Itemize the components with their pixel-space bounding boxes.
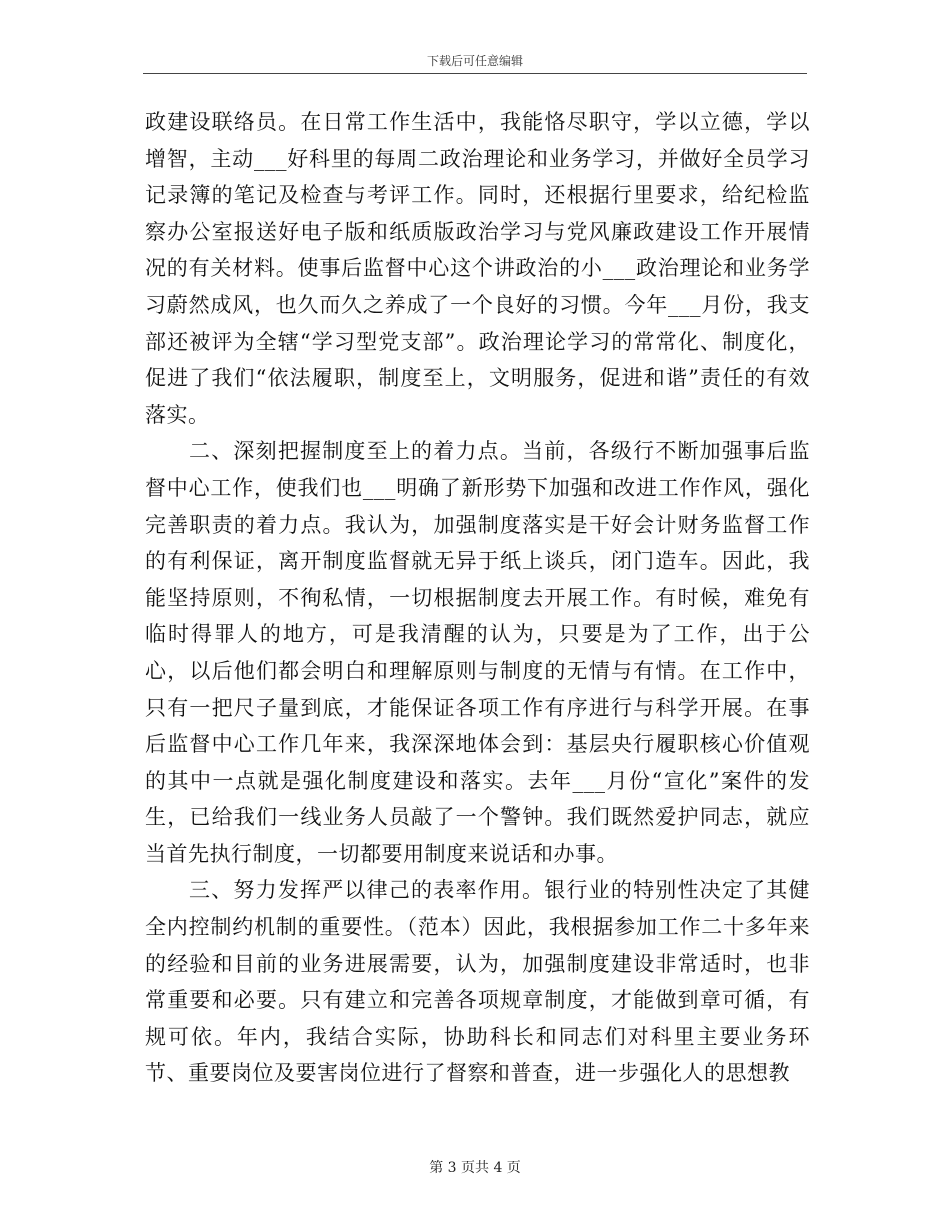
header-divider xyxy=(143,73,807,74)
page-header: 下载后可任意编辑 xyxy=(426,54,523,68)
paragraph-section-three: 三、努力发挥严以律己的表率作用。银行业的特别性决定了其健全内控制约机制的重要性。（范本）因此，我根据参加工作二十多年来的经验和目前的业务进展需要，认为，加强制度建设非常适时，也非常重要和必要。只有建立和完善各项规章制度，才能做到章可循，有规可依。年内，我结合实际，协助科长和同志们对科里主要业务环节、重要岗位及要害岗位进行了督察和普查，进一步强化人的思想教 xyxy=(145,878,810,1086)
paragraph-section-two: 二、深刻把握制度至上的着力点。当前，各级行不断加强事后监督中心工作，使我们也___明确了新形势下加强和改进工作作风，强化完善职责的着力点。我认为，加强制度落实是干好会计财务监督工作的有利保证，离开制度监督就无异于纸上谈兵，闭门造车。因此，我能坚持原则，不徇私情，一切根据制度去开展工作。有时候，难免有临时得罪人的地方，可是我清醒的认为，只要是为了工作，出于公心，以后他们都会明白和理解原则与制度的无情与有情。在工作中，只有一把尺子量到底，才能保证各项工作有序进行与科学开展。在事后监督中心工作几年来，我深深地体会到：基层央行履职核心价值观的其中一点就是强化制度建设和落实。去年___月份“宣化”案件的发生，已给我们一线业务人员敲了一个警钟。我们既然爱护同志，就应当首先执行制度，一切都要用制度来说话和办事。 xyxy=(145,439,810,866)
page-footer: 第 3 页共 4 页 xyxy=(429,1160,521,1176)
document-body xyxy=(145,104,810,1092)
paragraph-continuation: 政建设联络员。在日常工作生活中，我能恪尽职守，学以立德，学以增智，主动___好科里的每周二政治理论和业务学习，并做好全员学习记录簿的笔记及检查与考评工作。同时，还根据行里要求，给纪检监察办公室报送好电子版和纸质版政治学习与党风廉政建设工作开展情况的有关材料。使事后监督中心这个讲政治的小___政治理论和业务学习蔚然成风，也久而久之养成了一个良好的习惯。今年___月份，我支部还被评为全辖“学习型党支部”。政治理论学习的常常化、制度化，促进了我们“依法履职，制度至上，文明服务，促进和谐”责任的有效落实。 xyxy=(145,110,810,427)
